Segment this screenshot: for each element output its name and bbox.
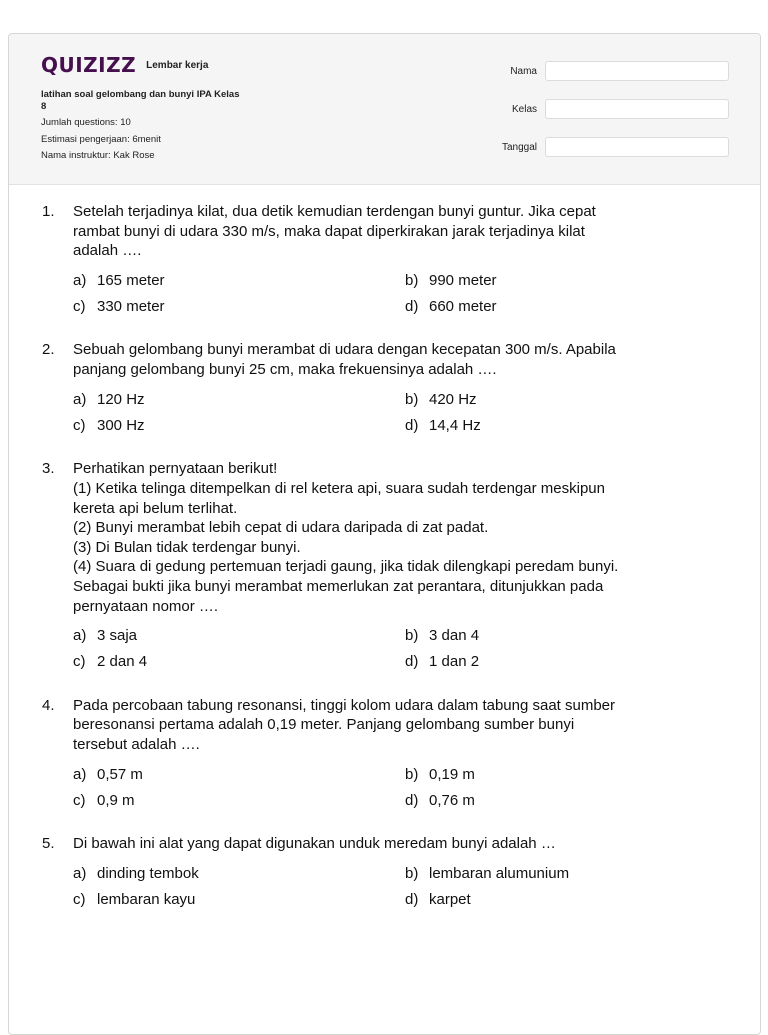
option-text: 660 meter xyxy=(429,297,497,315)
question-line: rambat bunyi di udara 330 m/s, maka dapat diperkirakan jarak terjadinya kilat xyxy=(73,222,585,240)
question-line: Sebuah gelombang bunyi merambat di udara dengan kecepatan 300 m/s. Apabila xyxy=(73,341,616,359)
question-text xyxy=(73,202,732,261)
option-letter: d) xyxy=(405,791,419,809)
answer-options xyxy=(73,765,732,811)
option-text: lembaran kayu xyxy=(97,890,196,908)
option-a[interactable] xyxy=(73,271,405,291)
question-line: Sebagai bukti jika bunyi merambat memerlukan zat perantara, ditunjukkan pada xyxy=(73,577,604,595)
answer-options xyxy=(73,626,732,672)
question-text xyxy=(73,696,732,755)
date-input[interactable] xyxy=(545,137,729,157)
option-b[interactable] xyxy=(405,626,705,646)
option-d[interactable] xyxy=(405,890,705,910)
option-c[interactable] xyxy=(73,890,405,910)
date-label: Tanggal xyxy=(501,141,537,153)
answer-options xyxy=(73,864,732,910)
question-line: Perhatikan pernyataan berikut! xyxy=(73,460,278,478)
class-input[interactable] xyxy=(545,99,729,119)
time-estimate: Estimasi pengerjaan: 6menit xyxy=(41,133,161,145)
question-line: beresonansi pertama adalah 0,19 meter. Panjang gelombang sumber bunyi xyxy=(73,716,575,734)
option-letter: b) xyxy=(405,765,419,783)
question-line: (3) Di Bulan tidak terdengar bunyi. xyxy=(73,538,301,556)
option-b[interactable] xyxy=(405,390,705,410)
question-line: tersebut adalah …. xyxy=(73,735,200,753)
option-letter: a) xyxy=(73,271,87,289)
question-line: Setelah terjadinya kilat, dua detik kemudian terdengan bunyi guntur. Jika cepat xyxy=(73,203,596,220)
option-a[interactable] xyxy=(73,626,405,646)
date-field-row xyxy=(9,137,760,157)
worksheet-title-line-1: latihan soal gelombang dan bunyi IPA Kelas xyxy=(41,89,240,100)
question-count: Jumlah questions: 10 xyxy=(41,117,131,128)
option-letter: d) xyxy=(405,890,419,908)
option-text: 1 dan 2 xyxy=(429,653,480,671)
option-letter: a) xyxy=(73,765,87,783)
option-a[interactable] xyxy=(73,390,405,410)
question-text xyxy=(73,834,732,854)
worksheet-page xyxy=(8,33,761,1035)
option-text: 120 Hz xyxy=(97,390,145,408)
option-text: karpet xyxy=(429,890,471,908)
question-line: Pada percobaan tabung resonansi, tinggi kolom udara dalam tabung saat sumber xyxy=(73,696,616,714)
option-text: 0,57 m xyxy=(97,765,143,783)
answer-options xyxy=(73,271,732,317)
class-label: Kelas xyxy=(511,103,537,115)
question-number: 4. xyxy=(42,696,55,714)
question-line: (4) Suara di gedung pertemuan terjadi gaung, jika tidak dilengkapi peredam bunyi. xyxy=(73,558,619,576)
name-input[interactable] xyxy=(545,61,729,81)
option-b[interactable] xyxy=(405,864,705,884)
option-text: 0,76 m xyxy=(429,791,475,809)
option-letter: d) xyxy=(405,416,419,434)
option-letter: c) xyxy=(73,416,86,434)
option-text: 330 meter xyxy=(97,297,165,315)
option-text: 3 saja xyxy=(97,627,138,645)
question-text xyxy=(73,340,732,379)
name-field-row xyxy=(9,61,760,81)
worksheet-header xyxy=(9,34,760,185)
quizizz-logo: QUIZIZZ xyxy=(41,53,137,77)
option-text: 0,9 m xyxy=(97,791,135,809)
question-list xyxy=(9,202,760,910)
option-d[interactable] xyxy=(405,652,705,672)
option-text: 14,4 Hz xyxy=(429,416,481,434)
question-1 xyxy=(42,202,732,316)
class-field-row xyxy=(9,99,760,119)
option-d[interactable] xyxy=(405,297,705,317)
question-line: adalah …. xyxy=(73,242,142,260)
option-a[interactable] xyxy=(73,765,405,785)
option-c[interactable] xyxy=(73,791,405,811)
option-letter: a) xyxy=(73,390,87,408)
question-number: 1. xyxy=(42,203,55,220)
instructor-name: Nama instruktur: Kak Rose xyxy=(41,150,155,161)
option-text: 420 Hz xyxy=(429,390,477,408)
option-letter: c) xyxy=(73,653,86,671)
option-c[interactable] xyxy=(73,652,405,672)
question-line: (1) Ketika telinga ditempelkan di rel ketera api, suara sudah terdengar meskipun xyxy=(73,479,605,497)
worksheet-title-line-2: 8 xyxy=(41,100,47,112)
option-text: 2 dan 4 xyxy=(97,653,148,671)
option-letter: d) xyxy=(405,297,419,315)
option-letter: b) xyxy=(405,864,419,882)
question-line: Di bawah ini alat yang dapat digunakan unduk meredam bunyi adalah … xyxy=(73,835,556,853)
question-5 xyxy=(42,834,732,909)
question-line: pernyataan nomor …. xyxy=(73,597,219,615)
option-letter: a) xyxy=(73,627,87,645)
question-number: 2. xyxy=(42,341,55,359)
option-text: 0,19 m xyxy=(429,765,475,783)
option-letter: b) xyxy=(405,390,419,408)
option-text: 3 dan 4 xyxy=(429,627,480,645)
option-b[interactable] xyxy=(405,765,705,785)
question-2 xyxy=(42,340,732,435)
question-number: 3. xyxy=(42,460,55,478)
answer-options xyxy=(73,390,732,436)
option-a[interactable] xyxy=(73,864,405,884)
option-d[interactable] xyxy=(405,791,705,811)
option-c[interactable] xyxy=(73,297,405,317)
name-label: Nama xyxy=(510,65,537,77)
option-letter: c) xyxy=(73,890,86,908)
sheet-type-label: Lembar kerja xyxy=(146,59,209,71)
option-letter: a) xyxy=(73,864,87,882)
question-line: kereta api belum terlihat. xyxy=(73,499,238,517)
option-letter: c) xyxy=(73,791,86,809)
option-text: 990 meter xyxy=(429,271,497,289)
option-letter: b) xyxy=(405,627,419,645)
option-text: lembaran alumunium xyxy=(429,864,570,882)
question-number: 5. xyxy=(42,835,55,853)
option-text: 300 Hz xyxy=(97,416,145,434)
option-letter: c) xyxy=(73,297,86,315)
option-d[interactable] xyxy=(405,416,705,436)
option-b[interactable] xyxy=(405,271,705,291)
option-text: dinding tembok xyxy=(97,864,199,882)
option-letter: b) xyxy=(405,271,419,289)
question-3 xyxy=(42,459,732,671)
option-c[interactable] xyxy=(73,416,405,436)
option-text: 165 meter xyxy=(97,271,165,289)
question-text xyxy=(73,459,732,616)
question-4 xyxy=(42,696,732,810)
option-letter: d) xyxy=(405,653,419,671)
question-line: (2) Bunyi merambat lebih cepat di udara daripada di zat padat. xyxy=(73,519,489,537)
question-line: panjang gelombang bunyi 25 cm, maka frekuensinya adalah …. xyxy=(73,361,497,379)
